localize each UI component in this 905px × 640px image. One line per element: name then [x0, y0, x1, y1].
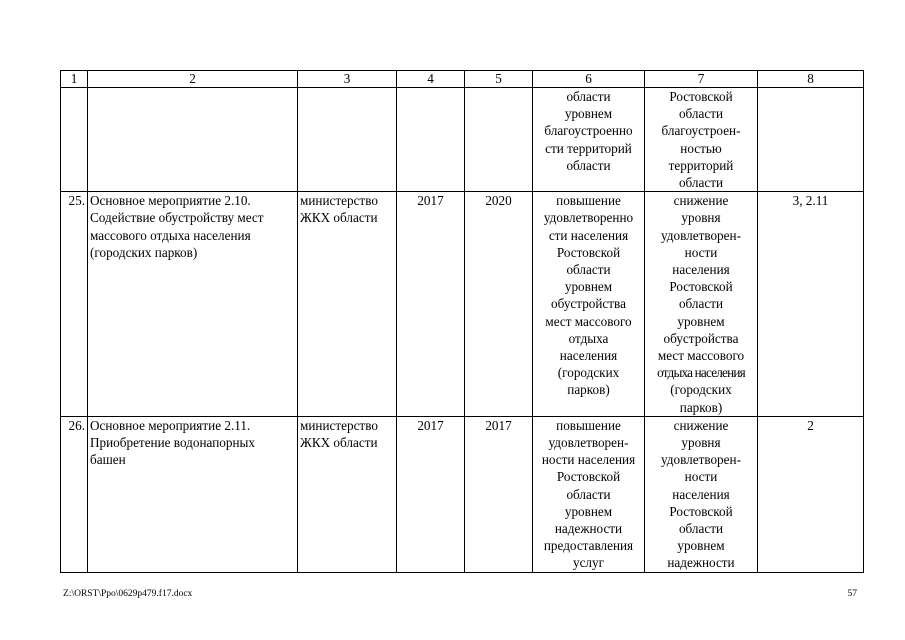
cell-line: ности населения [541, 452, 636, 468]
table-row [61, 416, 864, 572]
table-header-row [61, 71, 864, 88]
end-year-cell [465, 416, 533, 572]
cell-line: области [678, 521, 724, 537]
footer-page-number: 57 [847, 589, 857, 599]
cell-line: надежности [667, 555, 735, 571]
start-year-cell [397, 192, 465, 417]
measures-table [60, 70, 864, 573]
cell-line: обустройства [663, 330, 739, 346]
cell-line: ЖКХ области [300, 210, 378, 226]
expected-result-cell [533, 416, 645, 572]
cell-line: сти территорий [545, 140, 632, 156]
cell-line: области [566, 486, 611, 502]
column-header: 7 [645, 71, 758, 88]
cell-line: уровнем [564, 106, 613, 122]
column-header: 8 [758, 71, 864, 88]
cell-line: уровнем [564, 279, 613, 295]
cell-line: министерство [300, 193, 378, 209]
cell-text: 26. [68, 417, 85, 433]
cell-line: населения [672, 262, 730, 278]
cell-line: надежности [554, 521, 623, 537]
cell-line: ЖКХ области [300, 435, 378, 451]
cell-line: Ростовской [669, 89, 733, 104]
cell-line: ности [684, 244, 718, 260]
row-number-cell [61, 416, 88, 572]
cell-line: области [678, 106, 724, 122]
cell-line: мест массового [657, 348, 745, 364]
cell-line: уровнем [677, 313, 725, 329]
executor-cell [298, 88, 397, 192]
cell-line: Основное мероприятие 2.11. [90, 417, 251, 433]
cell-line: (городских [670, 382, 732, 398]
cell-line: области [678, 296, 724, 312]
measure-name-cell [88, 88, 298, 192]
start-year-cell [397, 88, 465, 192]
cell-line: Ростовской [556, 244, 621, 260]
cell-text: 2017 [417, 417, 444, 433]
column-header: 6 [533, 71, 645, 88]
cell-line: парков) [567, 382, 610, 398]
cell-line: мест массового [545, 313, 632, 329]
row-number-cell [61, 192, 88, 417]
cell-line: министерство [300, 417, 378, 433]
measure-name-cell [88, 416, 298, 572]
cell-text: 2017 [485, 417, 512, 433]
end-year-cell [465, 88, 533, 192]
consequence-cell [645, 88, 758, 192]
cell-line: населения [672, 486, 730, 502]
cell-line: ности [684, 469, 718, 485]
cell-line: снижение [673, 193, 729, 209]
cell-line: обустройства [551, 296, 626, 312]
column-header: 2 [88, 71, 298, 88]
cell-line: Основное мероприятие 2.10. [90, 193, 251, 209]
executor-cell [298, 192, 397, 417]
cell-line: территорий [668, 157, 734, 173]
consequence-cell [645, 416, 758, 572]
cell-text: 3, 2.11 [792, 193, 829, 209]
cell-line: благоустроен- [661, 123, 741, 139]
cell-line: отдыха [568, 330, 609, 346]
cell-text: 2020 [485, 193, 512, 209]
row-number-cell [61, 88, 88, 192]
measure-name-cell [88, 192, 298, 417]
cell-line: уровня [681, 435, 721, 451]
footer-file-path: Z:\ORST\Ppo\0629p479.f17.docx [63, 589, 193, 599]
cell-line: населения [559, 348, 618, 364]
cell-line: удовлетворен- [661, 452, 741, 468]
cell-line: области [566, 262, 611, 278]
cell-line: (городских парков) [90, 244, 198, 260]
cell-line: удовлетворен- [661, 227, 741, 243]
cell-line: области [566, 89, 611, 104]
cell-line: парков) [679, 399, 723, 415]
cell-line: башен [90, 452, 126, 468]
expected-result-cell [533, 88, 645, 192]
table-row [61, 88, 864, 192]
column-header: 3 [298, 71, 397, 88]
cell-line: уровнем [677, 538, 725, 554]
end-year-cell [465, 192, 533, 417]
column-header: 1 [61, 71, 88, 88]
cell-line: снижение [673, 417, 729, 433]
expected-result-cell [533, 192, 645, 417]
indicator-link-cell [758, 416, 864, 572]
indicator-link-cell [758, 88, 864, 192]
cell-line: уровня [681, 210, 721, 226]
cell-text: 25. [68, 193, 85, 209]
cell-text: 2017 [417, 193, 444, 209]
cell-line: повышение [556, 417, 621, 433]
cell-line: Приобретение водонапорных [90, 435, 255, 451]
column-header: 5 [465, 71, 533, 88]
table-row [61, 192, 864, 417]
cell-line: удовлетворен- [548, 435, 629, 451]
cell-line: Ростовской [669, 279, 733, 295]
cell-line: услуг [572, 555, 605, 571]
cell-line: удовлетворенно [543, 210, 634, 226]
start-year-cell [397, 416, 465, 572]
cell-line: отдыха населения [657, 365, 745, 381]
cell-line: массового отдыха населения [90, 227, 251, 243]
cell-line: предоставления [543, 538, 634, 554]
cell-line: повышение [556, 193, 621, 209]
column-header: 4 [397, 71, 465, 88]
cell-line: ностью [680, 140, 722, 156]
cell-line: благоустроенно [544, 123, 633, 139]
cell-line: области [566, 157, 611, 173]
cell-line: уровнем [564, 503, 613, 519]
indicator-link-cell [758, 192, 864, 417]
cell-line: сти населения [548, 227, 629, 243]
cell-line: области [678, 175, 724, 191]
cell-line: Ростовской [669, 503, 733, 519]
executor-cell [298, 416, 397, 572]
cell-line: Содействие обустройству мест [90, 210, 264, 226]
consequence-cell [645, 192, 758, 417]
cell-line: Ростовской [556, 469, 621, 485]
cell-text: 2 [807, 417, 814, 433]
cell-line: (городских [557, 365, 620, 381]
